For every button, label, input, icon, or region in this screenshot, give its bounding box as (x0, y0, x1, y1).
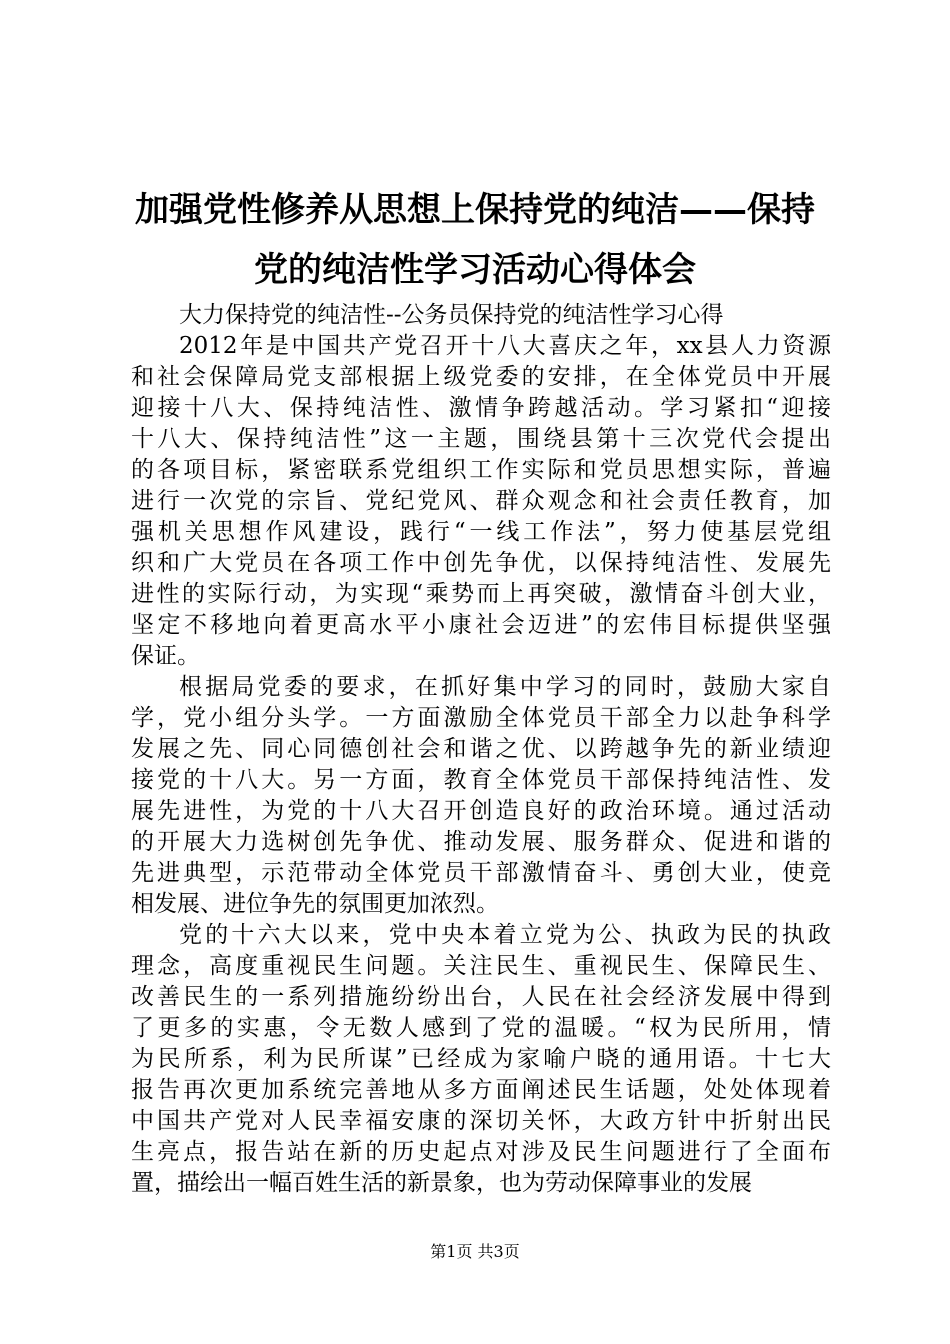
paragraph-line: 织和广大党员在各项工作中创先争优，以保持纯洁性、发展先 (131, 550, 831, 576)
paragraph-line: 和社会保障局党支部根据上级党委的安排，在全体党员中开展 (131, 364, 831, 390)
paragraph-line: 相发展、进位争先的氛围更加浓烈。 (131, 891, 499, 917)
paragraph (131, 672, 831, 920)
paragraph-line: 生亮点，报告站在新的历史起点对涉及民生问题进行了全面布 (131, 1139, 831, 1165)
paragraph-line: 理念，高度重视民生问题。关注民生、重视民生、保障民生、 (131, 953, 831, 979)
paragraph-line: 进性的实际行动，为实现“乘势而上再突破，激情奋斗创大业， (131, 581, 831, 607)
document-title-line-1: 加强党性修养从思想上保持党的纯洁——保持 (135, 190, 815, 230)
paragraph-line: 2012年是中国共产党召开十八大喜庆之年，xx县人力资源 (179, 333, 831, 359)
paragraph-line: 置，描绘出一幅百姓生活的新景象，也为劳动保障事业的发展 (131, 1170, 752, 1196)
paragraph-line: 报告再次更加系统完善地从多方面阐述民生话题，处处体现着 (131, 1077, 831, 1103)
paragraph (131, 920, 831, 1199)
document-title-line-2: 党的纯洁性学习活动心得体会 (254, 250, 696, 290)
paragraph-line: 的开展大力选树创先争优、推动发展、服务群众、促进和谐的 (131, 829, 831, 855)
paragraph-line: 学，党小组分头学。一方面激励全体党员干部全力以赴争科学 (131, 705, 831, 731)
paragraph-line: 的各项目标，紧密联系党组织工作实际和党员思想实际，普遍 (131, 457, 831, 483)
paragraph (131, 331, 831, 672)
paragraph-line: 迎接十八大、保持纯洁性、激情争跨越活动。学习紧扣“迎接 (131, 395, 831, 421)
page-footer: 第1页 共3页 (430, 1242, 520, 1261)
paragraph-line: 为民所系，利为民所谋”已经成为家喻户晓的通用语。十七大 (131, 1046, 831, 1072)
paragraph-line: 中国共产党对人民幸福安康的深切关怀，大政方针中折射出民 (131, 1108, 831, 1134)
paragraph (131, 300, 831, 331)
document-body (131, 300, 831, 1199)
paragraph-line: 党的十六大以来，党中央本着立党为公、执政为民的执政 (179, 922, 831, 948)
paragraph-line: 了更多的实惠，令无数人感到了党的温暖。“权为民所用，情 (131, 1015, 831, 1041)
paragraph-line: 坚定不移地向着更高水平小康社会迈进”的宏伟目标提供坚强 (131, 612, 831, 638)
paragraph-line: 展先进性，为党的十八大召开创造良好的政治环境。通过活动 (131, 798, 831, 824)
paragraph-line: 接党的十八大。另一方面，教育全体党员干部保持纯洁性、发 (131, 767, 831, 793)
paragraph-line: 先进典型，示范带动全体党员干部激情奋斗、勇创大业，使竞 (131, 860, 831, 886)
paragraph-line: 强机关思想作风建设，践行“一线工作法”，努力使基层党组 (131, 519, 831, 545)
paragraph-line: 发展之先、同心同德创社会和谐之优、以跨越争先的新业绩迎 (131, 736, 831, 762)
paragraph-line: 改善民生的一系列措施纷纷出台，人民在社会经济发展中得到 (131, 984, 831, 1010)
paragraph-line: 进行一次党的宗旨、党纪党风、群众观念和社会责任教育，加 (131, 488, 831, 514)
paragraph-line: 保证。 (131, 643, 200, 669)
paragraph-line: 大力保持党的纯洁性--公务员保持党的纯洁性学习心得 (179, 302, 724, 328)
paragraph-line: 十八大、保持纯洁性”这一主题，围绕县第十三次党代会提出 (131, 426, 831, 452)
paragraph-line: 根据局党委的要求，在抓好集中学习的同时，鼓励大家自 (179, 674, 831, 700)
